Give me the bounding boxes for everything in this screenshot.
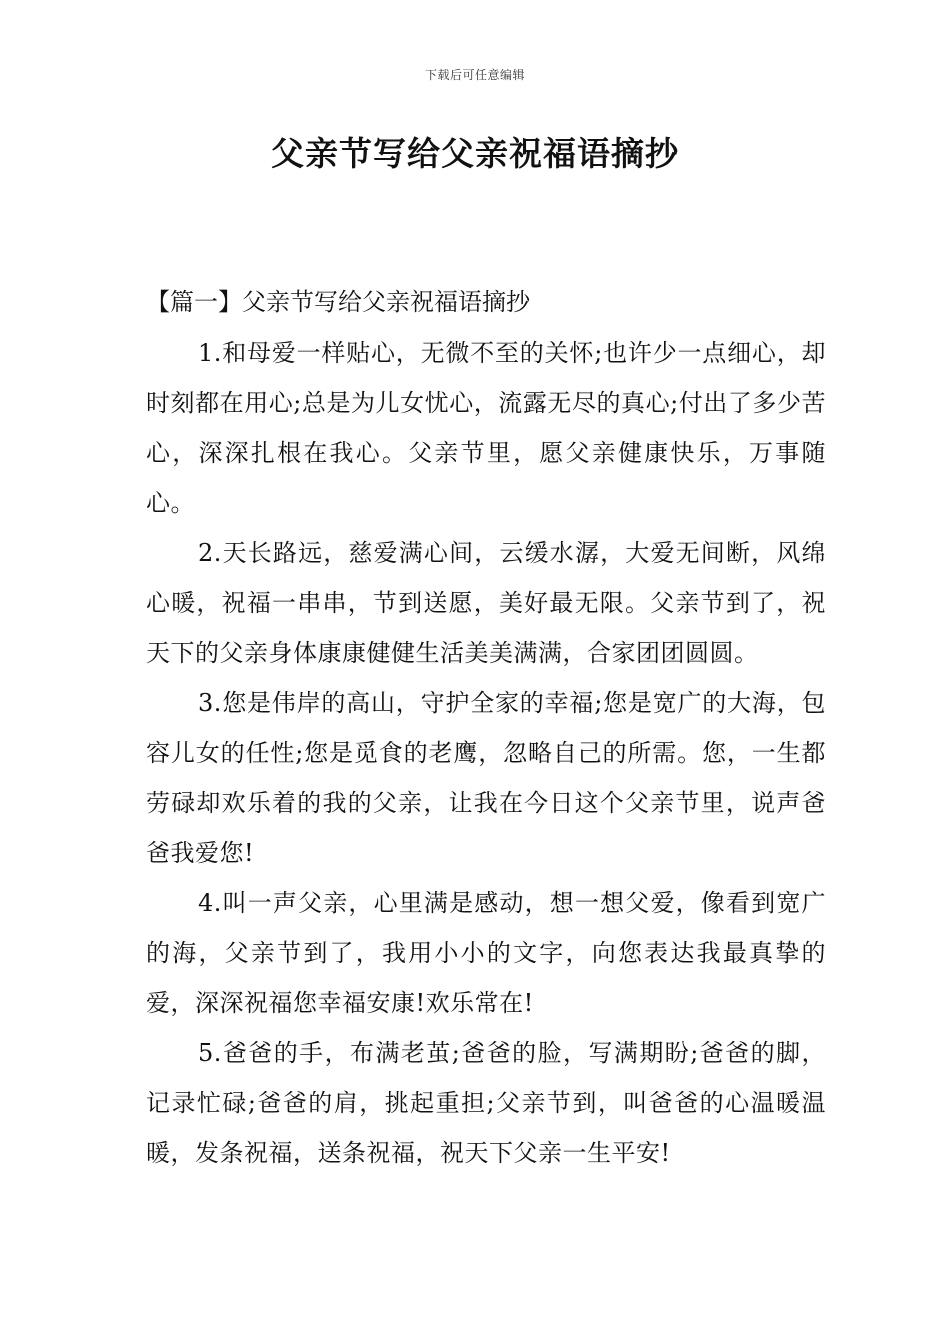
blessing-paragraph-2: 2.天长路远，慈爱满心间，云缓水潺，大爱无间断，风绵心暖，祝福一串串，节到送愿，美好最无限。父亲节到了，祝天下的父亲身体康康健健生活美美满满，合家团团圆圆。 [146, 539, 826, 667]
section-heading: 【篇一】父亲节写给父亲祝福语摘抄 [146, 288, 530, 316]
document-body [146, 278, 826, 1178]
blessing-paragraph-1: 1.和母爱一样贴心，无微不至的关怀;也许少一点细心，却时刻都在用心;总是为儿女忧心，流露无尽的真心;付出了多少苦心，深深扎根在我心。父亲节里，愿父亲健康快乐，万事随心。 [146, 339, 826, 517]
document-title: 父亲节写给父亲祝福语摘抄 [271, 134, 679, 173]
blessing-paragraph-5: 5.爸爸的手，布满老茧;爸爸的脸，写满期盼;爸爸的脚，记录忙碌;爸爸的肩，挑起重担;父亲节到，叫爸爸的心温暖温暖，发条祝福，送条祝福，祝天下父亲一生平安! [146, 1039, 826, 1167]
blessing-paragraph-4: 4.叫一声父亲，心里满是感动，想一想父爱，像看到宽广的海，父亲节到了，我用小小的文字，向您表达我最真挚的爱，深深祝福您幸福安康!欢乐常在! [146, 889, 826, 1017]
header-note: 下载后可任意编辑 [424, 68, 525, 82]
blessing-paragraph-3: 3.您是伟岸的高山，守护全家的幸福;您是宽广的大海，包容儿女的任性;您是觅食的老鹰，忽略自己的所需。您，一生都劳碌却欢乐着的我的父亲，让我在今日这个父亲节里，说声爸爸我爱您! [146, 689, 826, 867]
